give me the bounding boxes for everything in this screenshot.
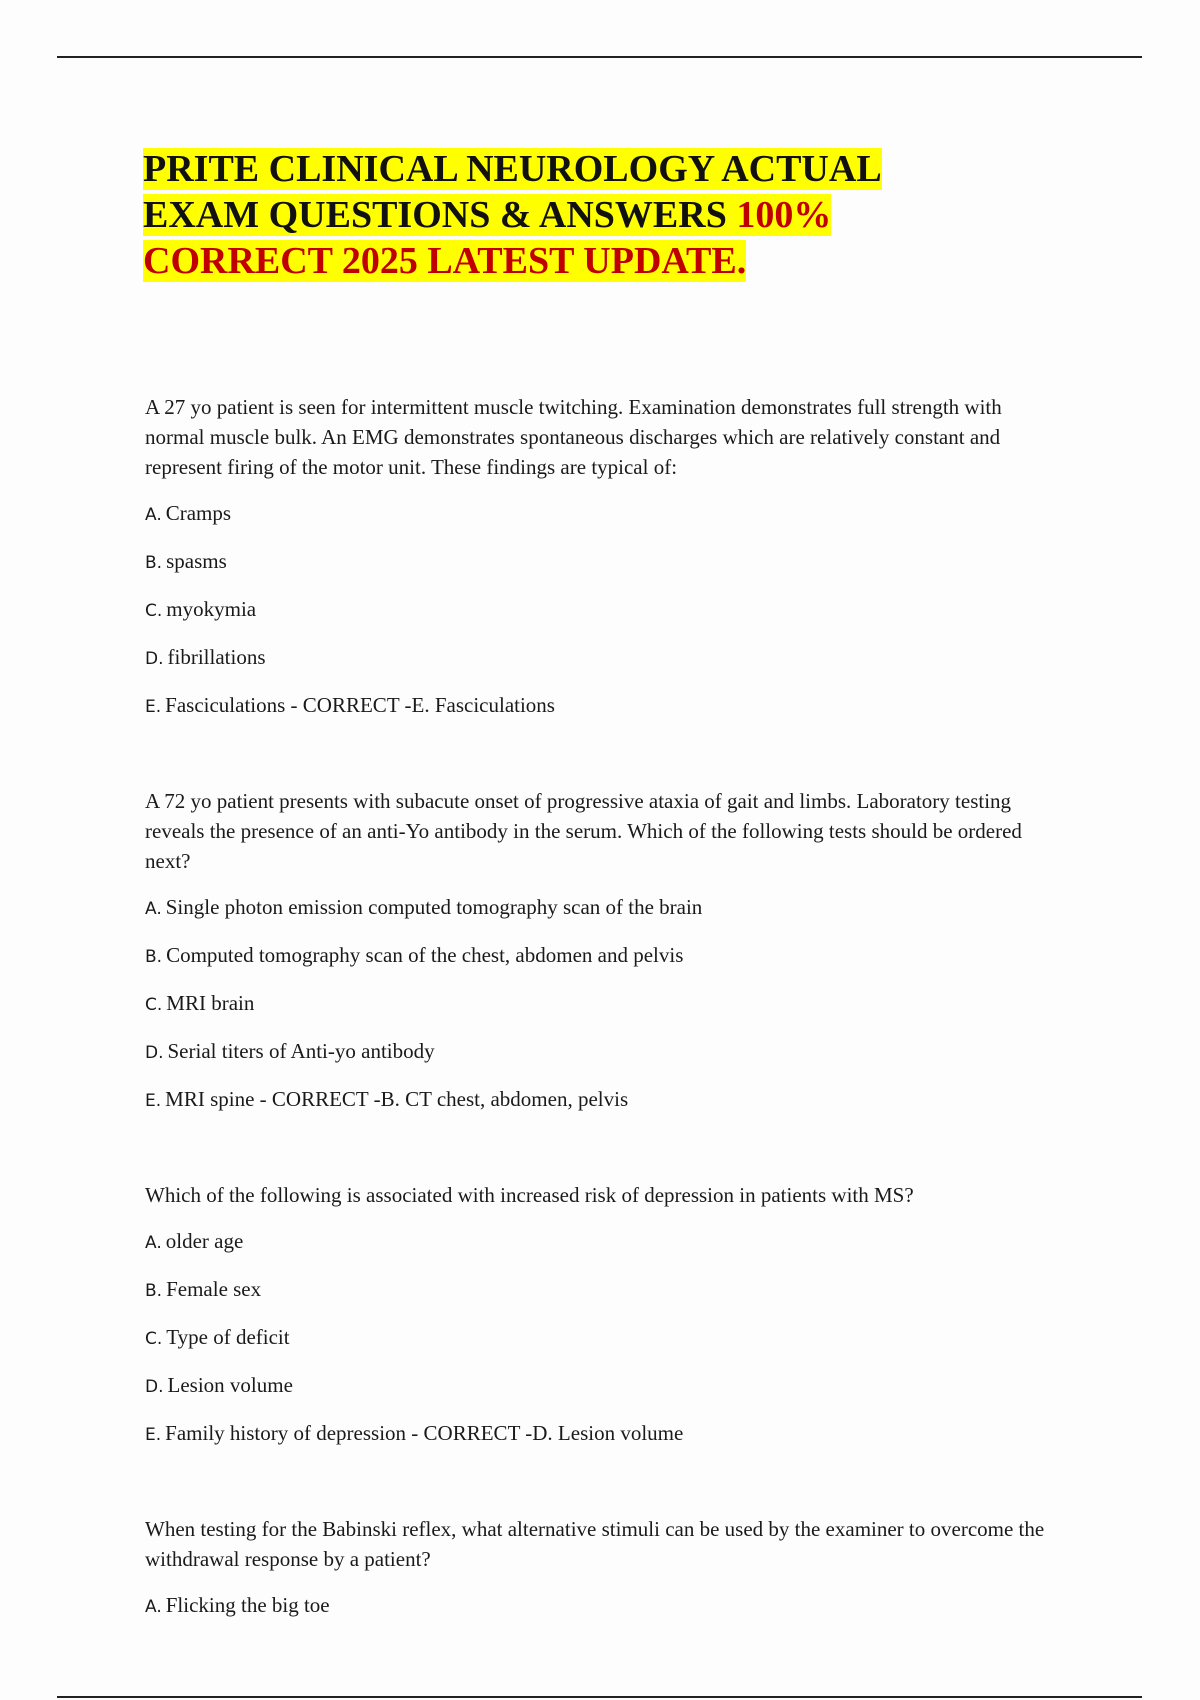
option-letter: B.: [145, 1281, 163, 1301]
option-d: [145, 1036, 1065, 1068]
option-text: fibrillations: [167, 645, 266, 669]
title-part-2: 100% CORRECT 2025 LATEST UPDATE.: [143, 194, 832, 282]
option-text: MRI spine - CORRECT -B. CT chest, abdomen, pelvis: [165, 1087, 629, 1111]
option-letter: B.: [145, 553, 163, 573]
option-letter: C.: [145, 1329, 163, 1349]
option-letter: E.: [145, 1091, 162, 1111]
question-stem: When testing for the Babinski reflex, what alternative stimuli can be used by the examiner to overcome the withdrawal response by a patient?: [145, 1517, 1045, 1571]
question-2: [145, 786, 1065, 1116]
option-c: [145, 988, 1065, 1020]
option-text: Female sex: [166, 1277, 262, 1301]
question-1: [145, 392, 1065, 722]
option-letter: E.: [145, 697, 162, 717]
option-text: myokymia: [166, 597, 257, 621]
option-text: Single photon emission computed tomography scan of the brain: [165, 895, 703, 919]
bottom-rule: [57, 1696, 1142, 1698]
option-letter: C.: [145, 995, 163, 1015]
question-4: [145, 1514, 1065, 1622]
option-text: Computed tomography scan of the chest, abdomen and pelvis: [166, 943, 684, 967]
option-letter: C.: [145, 601, 163, 621]
option-a: [145, 892, 1065, 924]
title-part-1: PRITE CLINICAL NEUROLOGY ACTUAL EXAM QUESTIONS & ANSWERS: [143, 148, 882, 236]
top-rule: [57, 56, 1142, 58]
option-text: MRI brain: [166, 991, 255, 1015]
option-letter: B.: [145, 947, 163, 967]
option-e: [145, 690, 1065, 722]
option-text: Type of deficit: [166, 1325, 290, 1349]
option-a: [145, 1590, 1065, 1622]
option-text: older age: [165, 1229, 244, 1253]
question-stem: A 72 yo patient presents with subacute onset of progressive ataxia of gait and limbs. Laboratory testing reveals the presence of an anti-Yo antibody in the serum. Which of the following tests should be ordered next?: [145, 789, 1022, 873]
option-letter: A.: [145, 1597, 162, 1617]
option-letter: D.: [145, 1377, 164, 1397]
document-title: [143, 146, 1003, 284]
option-letter: D.: [145, 1043, 164, 1063]
option-c: [145, 1322, 1065, 1354]
option-letter: A.: [145, 1233, 162, 1253]
option-text: Serial titers of Anti-yo antibody: [167, 1039, 435, 1063]
question-gap: [145, 1466, 1065, 1514]
option-e: [145, 1418, 1065, 1450]
option-letter: A.: [145, 505, 162, 525]
option-letter: D.: [145, 649, 164, 669]
option-letter: A.: [145, 899, 162, 919]
question-gap: [145, 738, 1065, 786]
option-text: Fasciculations - CORRECT -E. Fasciculations: [165, 693, 555, 717]
question-list: [145, 392, 1065, 1638]
option-letter: E.: [145, 1425, 162, 1445]
option-d: [145, 642, 1065, 674]
option-a: [145, 498, 1065, 530]
option-c: [145, 594, 1065, 626]
option-d: [145, 1370, 1065, 1402]
option-b: [145, 940, 1065, 972]
option-b: [145, 1274, 1065, 1306]
option-e: [145, 1084, 1065, 1116]
option-a: [145, 1226, 1065, 1258]
option-text: Cramps: [165, 501, 232, 525]
question-stem: Which of the following is associated with increased risk of depression in patients with MS?: [145, 1183, 914, 1207]
question-stem: A 27 yo patient is seen for intermittent muscle twitching. Examination demonstrates full strength with normal muscle bulk. An EMG demonstrates spontaneous discharges which are relatively constant and represent firing of the motor unit. These findings are typical of:: [145, 395, 1002, 479]
option-text: Flicking the big toe: [165, 1593, 330, 1617]
option-b: [145, 546, 1065, 578]
question-gap: [145, 1132, 1065, 1180]
question-3: [145, 1180, 1065, 1450]
option-text: spasms: [166, 549, 227, 573]
option-text: Lesion volume: [167, 1373, 293, 1397]
option-text: Family history of depression - CORRECT -D. Lesion volume: [165, 1421, 684, 1445]
